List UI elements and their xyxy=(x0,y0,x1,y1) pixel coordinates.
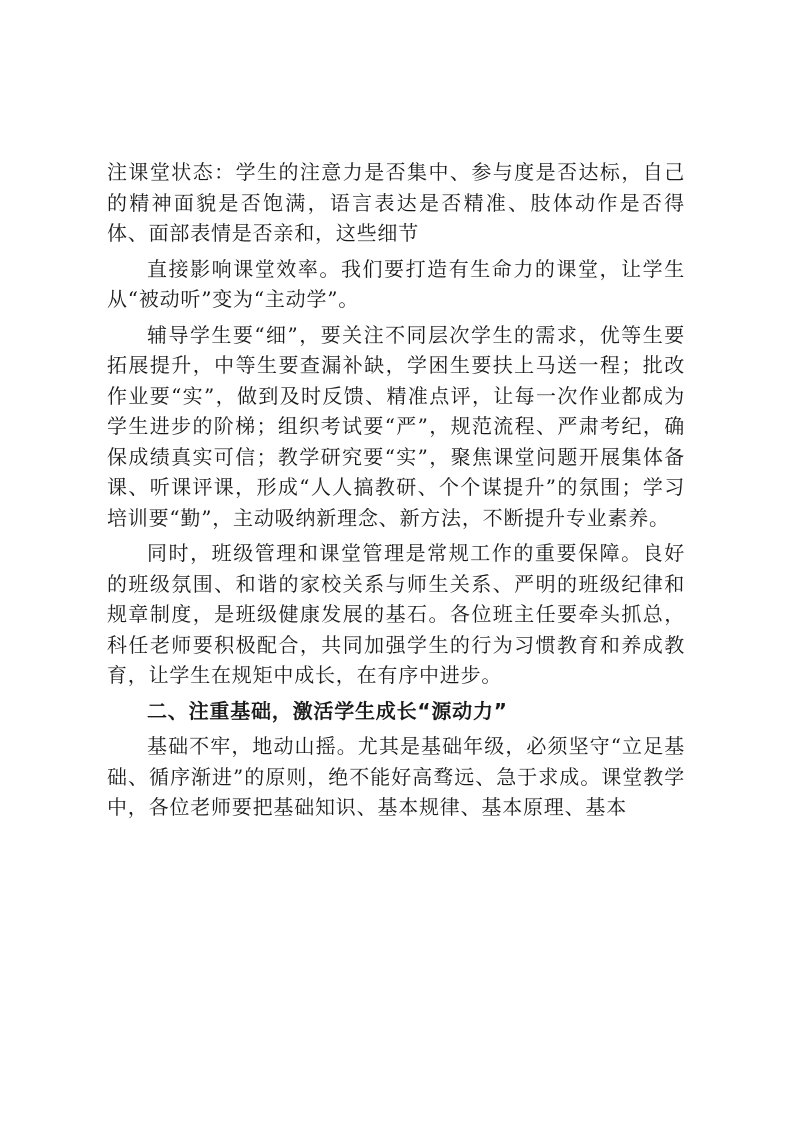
paragraph-routine-work: 辅导学生要“细”，要关注不同层次学生的需求，优等生要拓展提升，中等生要查漏补缺，学困生要扶上马送一程；批改作业要“实”，做到及时反馈、精准点评，让每一次作业都成为学生进步的阶梯；组织考试要“严”，规范流程、严肃考纪，确保成绩真实可信；教学研究要“实”，聚焦课堂问题开展集体备课、听课评课，形成“人人搞教研、个个谋提升”的氛围；学习培训要“勤”，主动吸纳新理念、新方法，不断提升专业素养。 xyxy=(107,322,685,530)
paragraph-continuation: 注课堂状态：学生的注意力是否集中、参与度是否达标，自己的精神面貌是否饱满，语言表达是否精准、肢体动作是否得体、面部表情是否亲和，这些细节 xyxy=(107,160,685,245)
paragraph-class-management: 同时，班级管理和课堂管理是常规工作的重要保障。良好的班级氛围、和谐的家校关系与师生关系、严明的班级纪律和规章制度，是班级健康发展的基石。各位班主任要牵头抓总，科任老师要积极配合，共同加强学生的行为习惯教育和养成教育，让学生在规矩中成长，在有序中进步。 xyxy=(107,541,685,687)
paragraph-foundation: 基础不牢，地动山摇。尤其是基础年级，必须坚守“立足基础、循序渐进”的原则，绝不能好高骛远、急于求成。课堂教学中，各位老师要把基础知识、基本规律、基本原理、基本 xyxy=(107,734,685,819)
paragraph-classroom-efficiency: 直接影响课堂效率。我们要打造有生命力的课堂，让学生从“被动听”变为“主动学”。 xyxy=(107,256,685,311)
section-heading: 二、注重基础，激活学生成长“源动力” xyxy=(147,698,508,723)
document-body xyxy=(107,157,685,828)
